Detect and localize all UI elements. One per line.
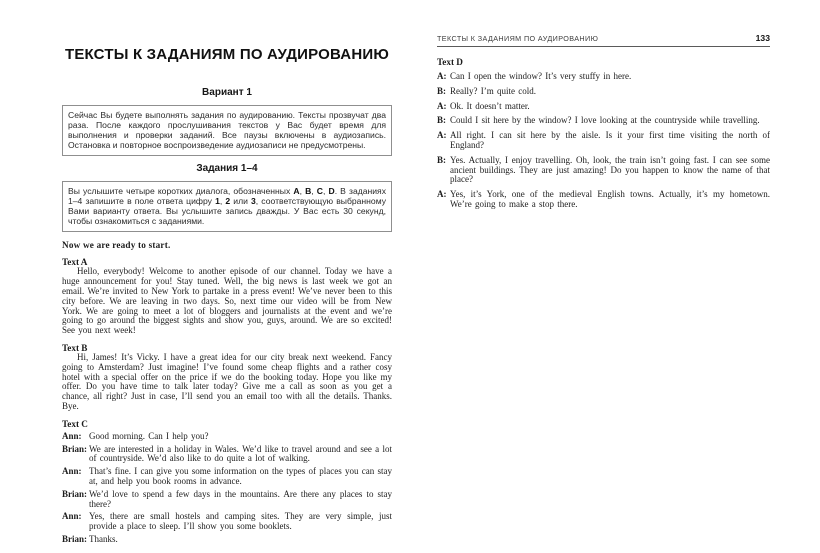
text-b-paragraph: Hi, James! It’s Vicky. I have a great idea for our city break next weekend. Fancy going to Amsterdam? Just imagine! I’ve found some cheap flights and a rather cosy hotel with a special offer on the price if we do the booking today. Hope you like my offer. Do you have time to talk later today? Give me a call as soon as you get a chance, all right? Just in case, I’ll send you an email too with all the details. Thanks. Bye. bbox=[62, 351, 392, 411]
speaker-label: A: bbox=[437, 100, 447, 111]
text-d-label: Text D bbox=[437, 57, 463, 67]
text-b-section bbox=[62, 343, 392, 412]
dialogue-line: We are interested in a holiday in Wales. We’d like to travel around and see a lot of countryside. We’d also like to do quite a lot of walking. bbox=[89, 443, 392, 464]
dialogue-row bbox=[437, 102, 770, 112]
dialogue-row bbox=[62, 512, 392, 532]
instructions-box: Сейчас Вы будете выполнять задания по аудированию. Тексты прозвучат два раза. После каждого прослушивания текстов у Вас будет время для выполнения и проверки заданий. Все паузы включены в аудиозапись. Остановка и повторное воспроизведение аудиозаписи не предусмотрены. bbox=[62, 105, 392, 156]
dialogue-row bbox=[62, 432, 392, 442]
text-c-section bbox=[62, 419, 392, 545]
dialogue-line: Yes. Actually, I enjoy travelling. Oh, look, the train isn’t going fast. I can see some ancient buildings. They are just amazing! Do you happen to know the name of that place? bbox=[450, 154, 770, 185]
dialogue-row bbox=[62, 490, 392, 510]
text-a-paragraph: Hello, everybody! Welcome to another episode of our channel. Today we have a huge announcement for you! Stay tuned. Well, the big news is last week we got an email. We’re invited to New York to partake in a press event! We’ve never been to this city before. We are leaving in two days. So, next time our video will be from New York. We are going to meet a lot of bloggers and journalists at the event and we’re going to go around the biggest sights and show you, guys, around. We are so excited! See you next week! bbox=[62, 266, 392, 336]
text-b-label: Text B bbox=[62, 342, 88, 353]
text-a-label: Text A bbox=[62, 257, 88, 268]
dialogue-row bbox=[437, 116, 770, 126]
text-c-label: Text C bbox=[62, 418, 88, 429]
dialogue-line: That’s fine. I can give you some information on the types of places you can stay at, and help you book rooms in advance. bbox=[89, 466, 392, 486]
speaker-label: Brian: bbox=[62, 443, 88, 454]
variant-heading: Вариант 1 bbox=[202, 87, 252, 98]
tasks-heading: Задания 1–4 bbox=[196, 163, 258, 175]
dialogue-line: Can I open the window? It’s very stuffy in here. bbox=[450, 71, 632, 81]
speaker-label: Ann: bbox=[62, 511, 82, 522]
dialogue-row bbox=[437, 156, 770, 185]
running-header bbox=[437, 33, 770, 47]
page-number: 133 bbox=[755, 33, 770, 43]
dialogue-line: Really? I’m quite cold. bbox=[450, 85, 536, 96]
dialogue-line: Yes, it’s York, one of the medieval English towns. Actually, it’s my hometown. We’re going to make a stop there. bbox=[450, 189, 770, 209]
text-a-section bbox=[62, 257, 392, 336]
speaker-label: Ann: bbox=[62, 466, 82, 477]
dialogue-line: Could I sit here by the window? I love looking at the countryside while travelling. bbox=[450, 115, 760, 126]
speaker-label: A: bbox=[437, 189, 447, 200]
dialogue-row bbox=[437, 131, 770, 151]
speaker-label: B: bbox=[437, 154, 446, 165]
speaker-label: Ann: bbox=[62, 430, 82, 441]
text-d-section bbox=[437, 57, 770, 210]
dialogue-row bbox=[62, 467, 392, 487]
main-title: ТЕКСТЫ К ЗАДАНИЯМ ПО АУДИРОВАНИЮ bbox=[64, 46, 390, 63]
speaker-label: Brian: bbox=[62, 488, 88, 499]
dialogue-row bbox=[437, 87, 770, 97]
running-title: ТЕКСТЫ К ЗАДАНИЯМ ПО АУДИРОВАНИЮ bbox=[437, 34, 599, 43]
dialogue-row bbox=[62, 445, 392, 465]
text-d-dialogue bbox=[437, 72, 770, 210]
dialogue-row bbox=[437, 190, 770, 210]
speaker-label: B: bbox=[437, 85, 446, 96]
tasks-box: Вы услышите четыре коротких диалога, обозначенных A, B, C, D. В заданиях 1–4 запишите в поле ответа цифру 1, 2 или 3, соответствующую выбранному Вами варианту ответа. Вы услышите запись дважды. У Вас есть 30 секунд, чтобы ознакомиться с заданиями. bbox=[62, 181, 392, 232]
dialogue-row bbox=[437, 72, 770, 82]
dialogue-line: All right. I can sit here by the aisle. Is it your first time visiting the north of England? bbox=[450, 130, 770, 150]
text-c-dialogue bbox=[62, 432, 392, 545]
ready-line: Now we are ready to start. bbox=[62, 240, 171, 251]
left-page bbox=[62, 0, 392, 545]
dialogue-line: Ok. It doesn’t matter. bbox=[450, 100, 530, 111]
dialogue-line: We’d love to spend a few days in the mountains. Are there any places to stay there? bbox=[89, 488, 392, 509]
speaker-label: A: bbox=[437, 130, 447, 141]
dialogue-line: Yes, there are small hostels and camping sites. They are very simple, just provide a place to sleep. I’ll show you some booklets. bbox=[89, 511, 392, 532]
dialogue-line: Thanks. bbox=[89, 533, 118, 544]
right-page bbox=[437, 0, 770, 210]
speaker-label: B: bbox=[437, 115, 446, 126]
dialogue-row bbox=[62, 535, 392, 545]
speaker-label: A: bbox=[437, 71, 447, 81]
speaker-label: Brian: bbox=[62, 533, 88, 544]
dialogue-line: Good morning. Can I help you? bbox=[89, 430, 209, 441]
